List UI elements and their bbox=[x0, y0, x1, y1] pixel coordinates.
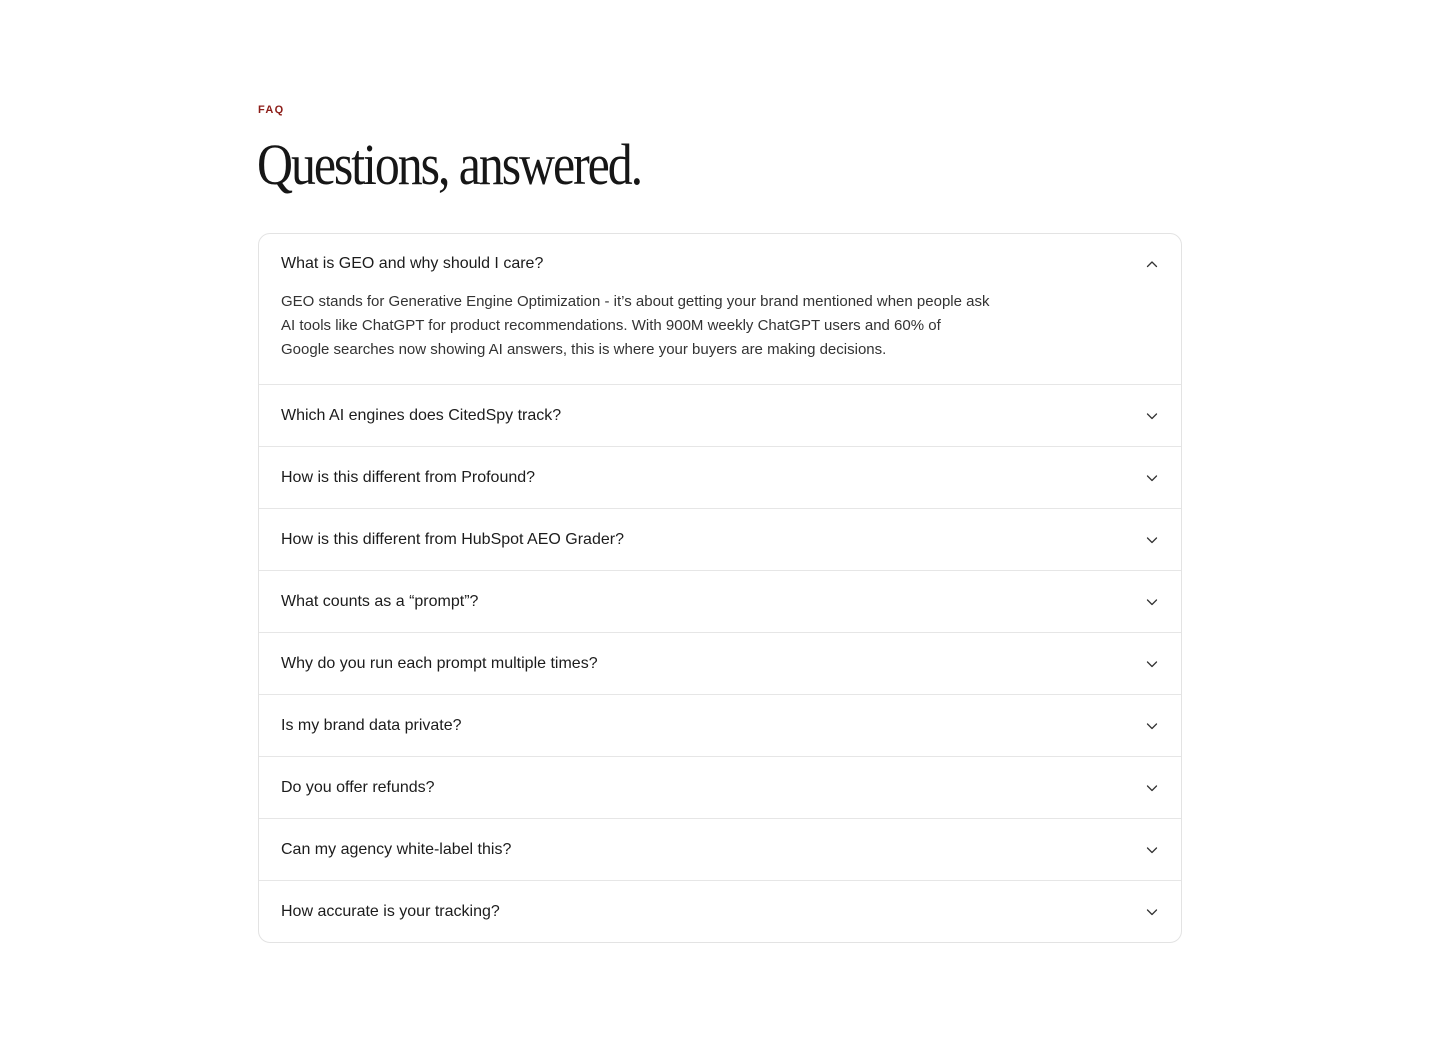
faq-answer bbox=[259, 288, 1181, 384]
faq-question-toggle[interactable] bbox=[259, 571, 1181, 632]
chevron-down-icon bbox=[1145, 905, 1159, 919]
chevron-down-icon bbox=[1145, 595, 1159, 609]
faq-question-text: How accurate is your tracking? bbox=[281, 902, 500, 920]
faq-question-text: How is this different from HubSpot AEO Grader? bbox=[281, 530, 624, 548]
faq-question-text: Which AI engines does CitedSpy track? bbox=[281, 406, 562, 424]
faq-accordion bbox=[258, 233, 1182, 943]
faq-item bbox=[259, 570, 1181, 632]
chevron-down-icon bbox=[1145, 843, 1159, 857]
faq-answer-text: GEO stands for Generative Engine Optimization - it’s about getting your brand mentioned when people ask AI tools like ChatGPT for product recommendations. With 900M weekly ChatGPT users and 60% of Google searches now showing AI answers, this is where your buyers are making decisions. bbox=[281, 293, 990, 358]
faq-item bbox=[259, 756, 1181, 818]
faq-item bbox=[259, 234, 1181, 384]
faq-question-text: What counts as a “prompt”? bbox=[281, 592, 479, 610]
chevron-up-icon bbox=[1145, 257, 1159, 271]
faq-question-toggle[interactable] bbox=[259, 509, 1181, 570]
faq-question-toggle[interactable] bbox=[259, 447, 1181, 508]
faq-question-toggle[interactable] bbox=[259, 385, 1181, 446]
faq-title: Questions, answered. bbox=[257, 132, 642, 197]
chevron-down-icon bbox=[1145, 409, 1159, 423]
faq-question-toggle[interactable] bbox=[259, 633, 1181, 694]
faq-item bbox=[259, 508, 1181, 570]
faq-item bbox=[259, 880, 1181, 942]
faq-item bbox=[259, 446, 1181, 508]
faq-eyebrow: FAQ bbox=[258, 104, 285, 116]
faq-question-toggle[interactable] bbox=[259, 234, 1181, 294]
faq-item bbox=[259, 818, 1181, 880]
faq-item bbox=[259, 632, 1181, 694]
chevron-down-icon bbox=[1145, 471, 1159, 485]
faq-question-text: Why do you run each prompt multiple times? bbox=[281, 654, 598, 672]
faq-question-toggle[interactable] bbox=[259, 695, 1181, 756]
chevron-down-icon bbox=[1145, 719, 1159, 733]
faq-question-text: Can my agency white-label this? bbox=[281, 840, 512, 858]
faq-question-text: Do you offer refunds? bbox=[281, 778, 435, 796]
chevron-down-icon bbox=[1145, 657, 1159, 671]
chevron-down-icon bbox=[1145, 533, 1159, 547]
faq-question-text: How is this different from Profound? bbox=[281, 468, 536, 486]
faq-question-toggle[interactable] bbox=[259, 881, 1181, 942]
faq-question-toggle[interactable] bbox=[259, 819, 1181, 880]
faq-question-text: What is GEO and why should I care? bbox=[281, 255, 544, 272]
faq-item bbox=[259, 384, 1181, 446]
chevron-down-icon bbox=[1145, 781, 1159, 795]
faq-question-text: Is my brand data private? bbox=[281, 716, 462, 734]
faq-item bbox=[259, 694, 1181, 756]
faq-question-toggle[interactable] bbox=[259, 757, 1181, 818]
